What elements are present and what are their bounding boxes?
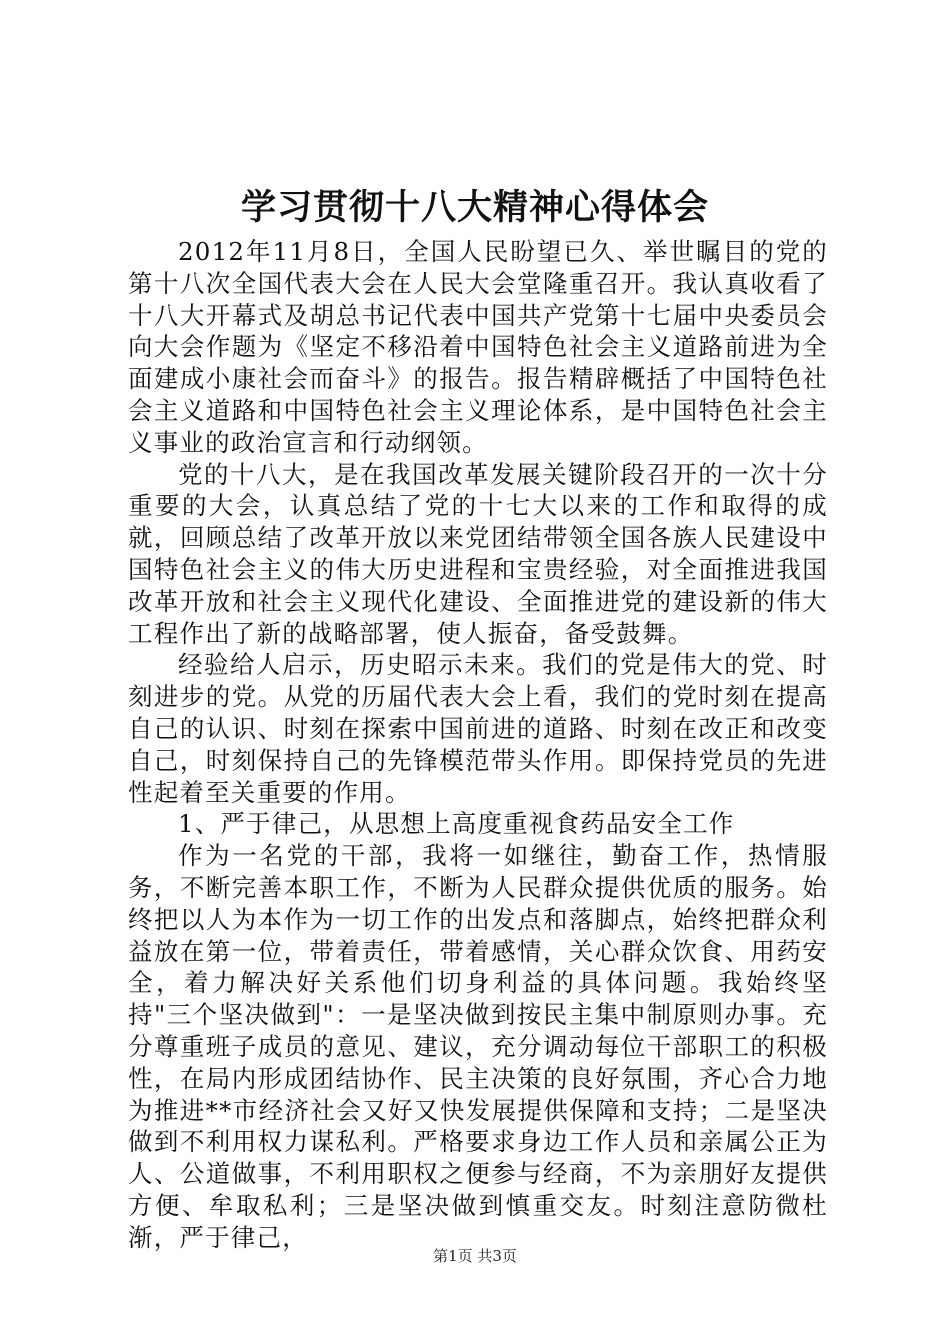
paragraph-4: 作为一名党的干部，我将一如继往，勤奋工作，热情服务，不断完善本职工作，不断为人民群众提供优质的服务。始终把以人为本作为一切工作的出发点和落脚点，始终把群众利益放在第一位，带着责任，带着感情，关心群众饮食、用药安全，着力解决好关系他们切身利益的具体问题。我始终坚持"三个坚决做到"：一是坚决做到按民主集中制原则办事。充分尊重班子成员的意见、建议，充分调动每位干部职工的积极性，在局内形成团结协作、民主决策的良好氛围，齐心合力地为推进**市经济社会又好又快发展提供保障和支持；二是坚决做到不利用权力谋私利。严格要求身边工作人员和亲属公正为人、公道做事，不利用职权之便参与经商，不为亲朋好友提供方便、牟取私利；三是坚决做到慎重交友。时刻注意防微杜渐，严于律己，: [128, 841, 828, 1252]
document-body: [128, 236, 828, 1254]
paragraph-3: 经验给人启示，历史昭示未来。我们的党是伟大的党、时刻进步的党。从党的历届代表大会上看，我们的党时刻在提高自己的认识、时刻在探索中国前进的道路、时刻在改正和改变自己，时刻保持自己的先锋模范带头作用。即保持党员的先进性起着至关重要的作用。: [128, 650, 828, 807]
section-heading: 1、严于律己，从思想上高度重视食药品安全工作: [178, 809, 735, 839]
document-title: 学习贯彻十八大精神心得体会: [240, 187, 709, 228]
paragraph-2: 党的十八大，是在我国改革发展关键阶段召开的一次十分重要的大会，认真总结了党的十七大以来的工作和取得的成就，回顾总结了改革开放以来党团结带领全国各族人民建设中国特色社会主义的伟大历史进程和宝贵经验，对全面推进我国改革开放和社会主义现代化建设、全面推进党的建设新的伟大工程作出了新的战略部署，使人振奋，备受鼓舞。: [128, 459, 828, 648]
paragraph-1: 2012年11月8日，全国人民盼望已久、举世瞩目的党的第十八次全国代表大会在人民大会堂隆重召开。我认真收看了十八大开幕式及胡总书记代表中国共产党第十七届中央委员会向大会作题为《坚定不移沿着中国特色社会主义道路前进为全面建成小康社会而奋斗》的报告。报告精辟概括了中国特色社会主义道路和中国特色社会主义理论体系，是中国特色社会主义事业的政治宣言和行动纲领。: [128, 237, 828, 457]
page-footer: 第1页 共3页: [433, 1247, 517, 1265]
